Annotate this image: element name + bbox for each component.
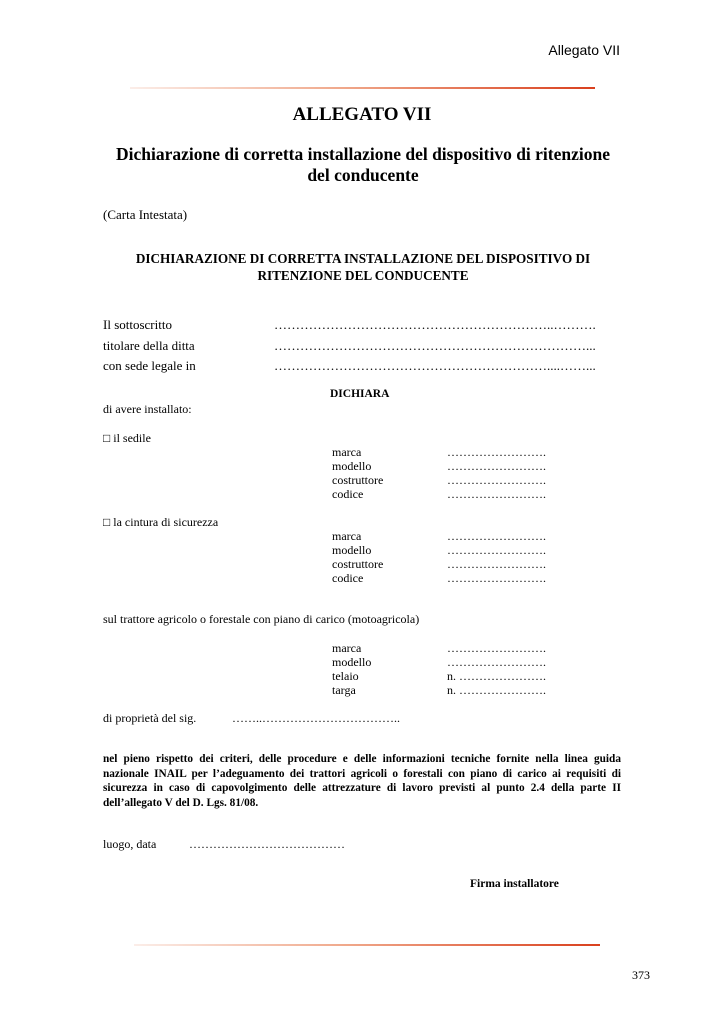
belt-costruttore-label: costruttore xyxy=(332,557,384,571)
seat-checkbox-label: □ il sedile xyxy=(103,431,151,445)
place-date-label: luogo, data xyxy=(103,837,157,851)
titolare-label: titolare della ditta xyxy=(103,338,195,353)
tractor-telaio-field: n. …………………. xyxy=(447,669,546,683)
header-allegato-tag: Allegato VII xyxy=(548,42,620,58)
owner-field: ……..…………………………….. xyxy=(232,711,400,725)
installed-intro: di avere installato: xyxy=(103,402,192,416)
tractor-targa-field: n. …………………. xyxy=(447,683,546,697)
signature-label: Firma installatore xyxy=(470,878,559,890)
titolare-field: ………………………………………………………………... xyxy=(274,338,596,353)
sottoscritto-field: ………………………………………………………..………. xyxy=(274,317,596,332)
belt-costruttore-field: ……………………. xyxy=(447,557,546,571)
dichiara-heading: DICHIARA xyxy=(330,388,390,400)
letterhead-note: (Carta Intestata) xyxy=(103,207,188,222)
belt-marca-field: ……………………. xyxy=(447,529,546,543)
seat-costruttore-field: ……………………. xyxy=(447,473,546,487)
tractor-modello-field: ……………………. xyxy=(447,655,546,669)
belt-codice-label: codice xyxy=(332,571,364,585)
seat-marca-field: ……………………. xyxy=(447,445,546,459)
page-number: 373 xyxy=(632,968,650,982)
footer-divider xyxy=(134,944,600,946)
tractor-targa-label: targa xyxy=(332,683,356,697)
tractor-marca-label: marca xyxy=(332,641,362,655)
header-divider xyxy=(130,87,595,89)
belt-modello-label: modello xyxy=(332,543,372,557)
place-date-field: ………………………………… xyxy=(189,837,345,851)
sede-label: con sede legale in xyxy=(103,358,196,373)
tractor-label: sul trattore agricolo o forestale con piano di carico (motoagricola) xyxy=(103,612,420,626)
belt-modello-field: ……………………. xyxy=(447,543,546,557)
tractor-telaio-label: telaio xyxy=(332,669,359,683)
document-subtitle: Dichiarazione di corretta installazione del dispositivo di ritenzione del conducente xyxy=(115,144,611,185)
seat-marca-label: marca xyxy=(332,445,362,459)
seat-modello-label: modello xyxy=(332,459,372,473)
seat-modello-field: ……………………. xyxy=(447,459,546,473)
sottoscritto-label: Il sottoscritto xyxy=(103,317,172,332)
seat-codice-label: codice xyxy=(332,487,364,501)
belt-codice-field: ……………………. xyxy=(447,571,546,585)
compliance-paragraph: nel pieno rispetto dei criteri, delle procedure e delle informazioni tecniche fornite nella linea guida nazionale INAIL per l’adeguamento dei trattori agricoli o forestali con piano di carico ai requisiti di sicurezza in caso di capovolgimento delle attrezzature di lavoro previsti al punto 2.4 della parte II dell’allegato V del D. Lgs. 81/08. xyxy=(103,753,621,809)
document-title: ALLEGATO VII xyxy=(292,104,432,125)
belt-marca-label: marca xyxy=(332,529,362,543)
tractor-marca-field: ……………………. xyxy=(447,641,546,655)
seat-costruttore-label: costruttore xyxy=(332,473,384,487)
tractor-modello-label: modello xyxy=(332,655,372,669)
belt-checkbox-label: □ la cintura di sicurezza xyxy=(103,515,219,529)
seat-codice-field: ……………………. xyxy=(447,487,546,501)
declaration-title: DICHIARAZIONE DI CORRETTA INSTALLAZIONE DEL DISPOSITIVO DI RITENZIONE DEL CONDUCENTE xyxy=(135,251,591,283)
owner-label: di proprietà del sig. xyxy=(103,711,197,725)
sede-field: ………………………………………………………....……... xyxy=(274,358,596,373)
